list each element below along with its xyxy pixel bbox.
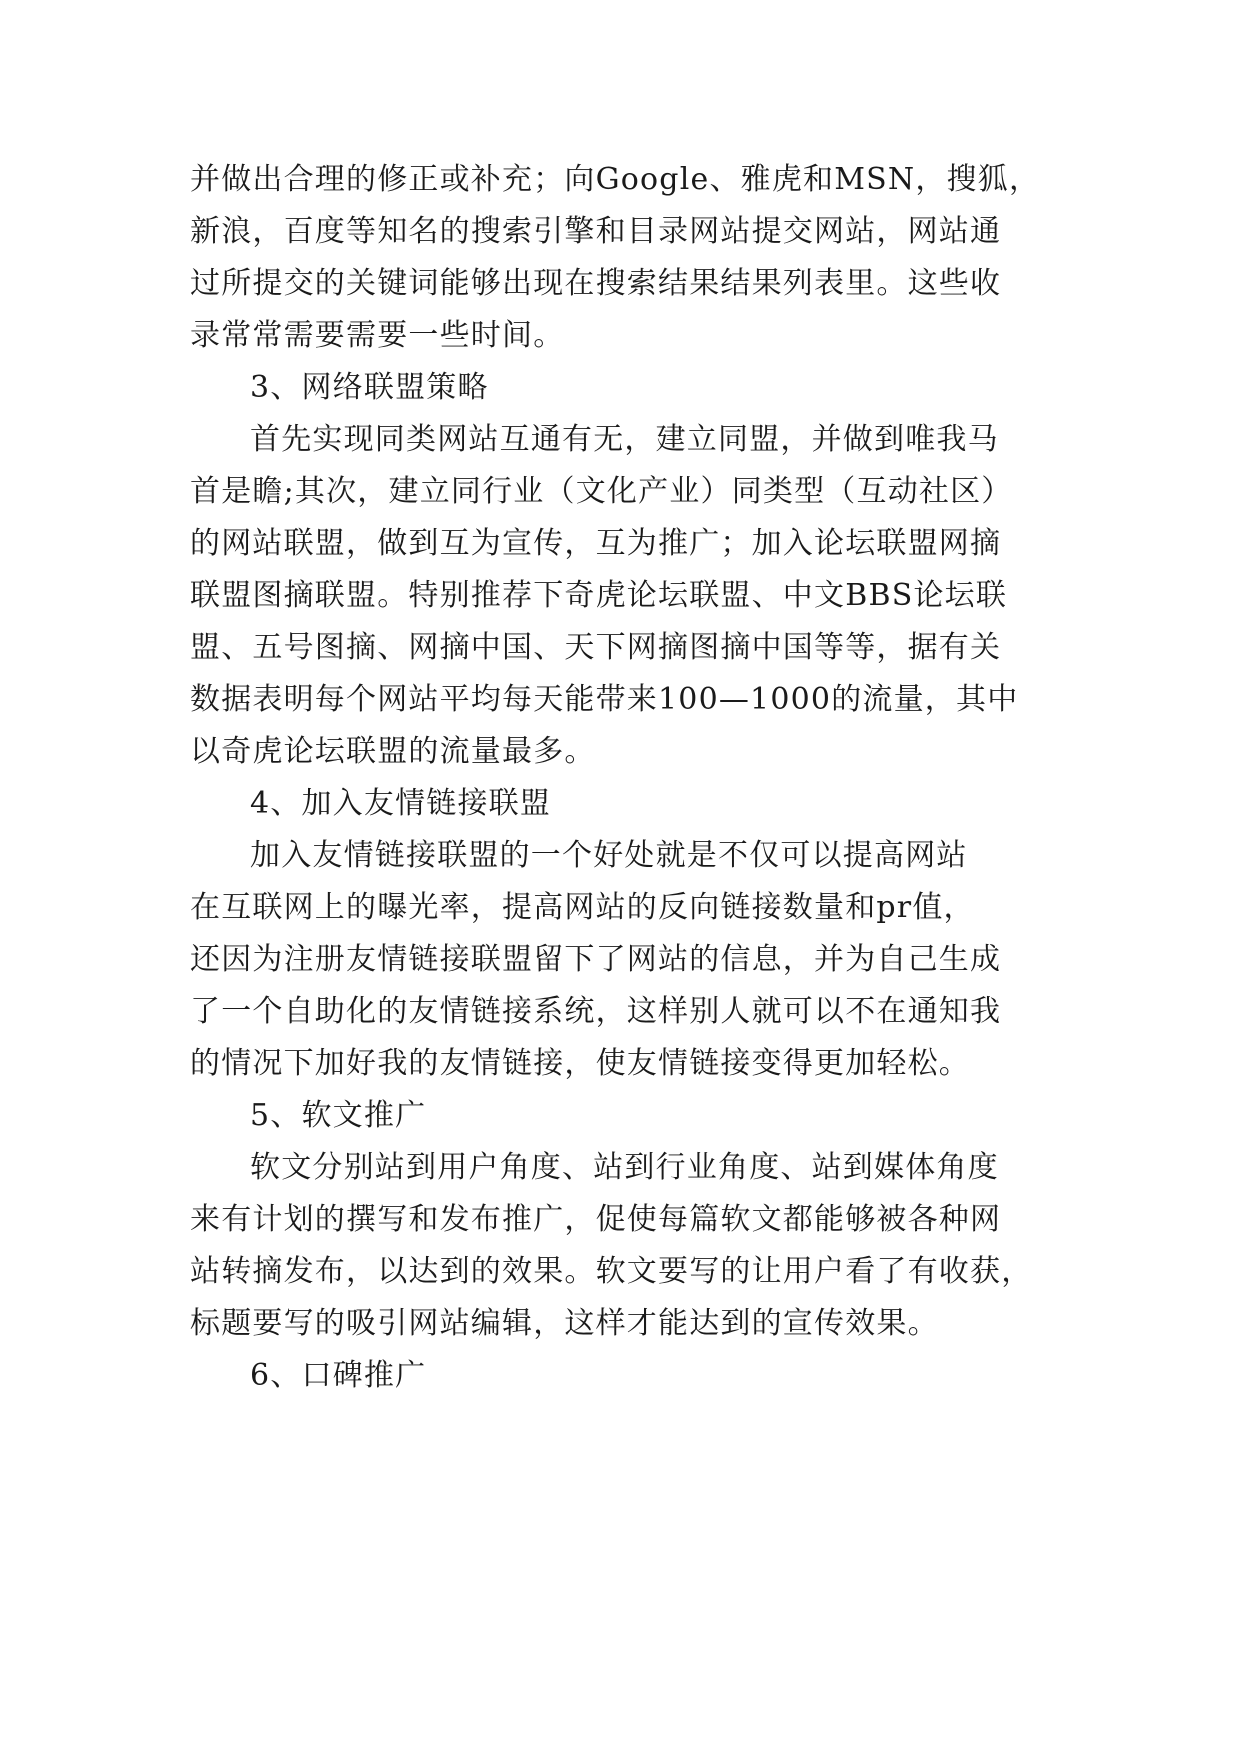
section-heading: 5、软文推广 xyxy=(250,1098,427,1133)
paragraph-line: 的网站联盟，做到互为宣传，互为推广；加入论坛联盟网摘 xyxy=(190,526,1002,561)
paragraph-line: 首是瞻;其次，建立同行业（文化产业）同类型（互动社区） xyxy=(190,474,1013,509)
paragraph-line: 在互联网上的曝光率，提高网站的反向链接数量和pr值， xyxy=(190,890,975,925)
paragraph-line: 还因为注册友情链接联盟留下了网站的信息，并为自己生成 xyxy=(190,942,1002,977)
paragraph-line: 以奇虎论坛联盟的流量最多。 xyxy=(190,734,596,769)
section-heading: 6、口碑推广 xyxy=(250,1358,427,1393)
paragraph-line: 软文分别站到用户角度、站到行业角度、站到媒体角度 xyxy=(250,1150,999,1185)
paragraph-line: 录常常需要需要一些时间。 xyxy=(190,318,565,353)
paragraph-line: 数据表明每个网站平均每天能带来100—1000的流量，其中 xyxy=(190,682,1019,717)
paragraph-line: 首先实现同类网站互通有无，建立同盟，并做到唯我马 xyxy=(250,422,999,457)
section-heading: 4、加入友情链接联盟 xyxy=(250,786,552,821)
paragraph-line: 新浪，百度等知名的搜索引擎和目录网站提交网站，网站通 xyxy=(190,214,1002,249)
paragraph-line: 并做出合理的修正或补充；向Google、雅虎和MSN，搜狐， xyxy=(190,162,1041,197)
paragraph-line: 加入友情链接联盟的一个好处就是不仅可以提高网站 xyxy=(250,838,968,873)
paragraph-line: 站转摘发布，以达到的效果。软文要写的让用户看了有收获， xyxy=(190,1254,1033,1289)
paragraph-line: 了一个自助化的友情链接系统，这样别人就可以不在通知我 xyxy=(190,994,1002,1029)
paragraph-line: 标题要写的吸引网站编辑，这样才能达到的宣传效果。 xyxy=(190,1306,939,1341)
paragraph-line: 过所提交的关键词能够出现在搜索结果结果列表里。这些收 xyxy=(190,266,1002,301)
paragraph-line: 盟、五号图摘、网摘中国、天下网摘图摘中国等等，据有关 xyxy=(190,630,1002,665)
section-heading: 3、网络联盟策略 xyxy=(250,370,489,405)
paragraph-line: 的情况下加好我的友情链接，使友情链接变得更加轻松。 xyxy=(190,1046,970,1081)
paragraph-line: 来有计划的撰写和发布推广，促使每篇软文都能够被各种网 xyxy=(190,1202,1002,1237)
paragraph-line: 联盟图摘联盟。特别推荐下奇虎论坛联盟、中文BBS论坛联 xyxy=(190,578,1008,613)
